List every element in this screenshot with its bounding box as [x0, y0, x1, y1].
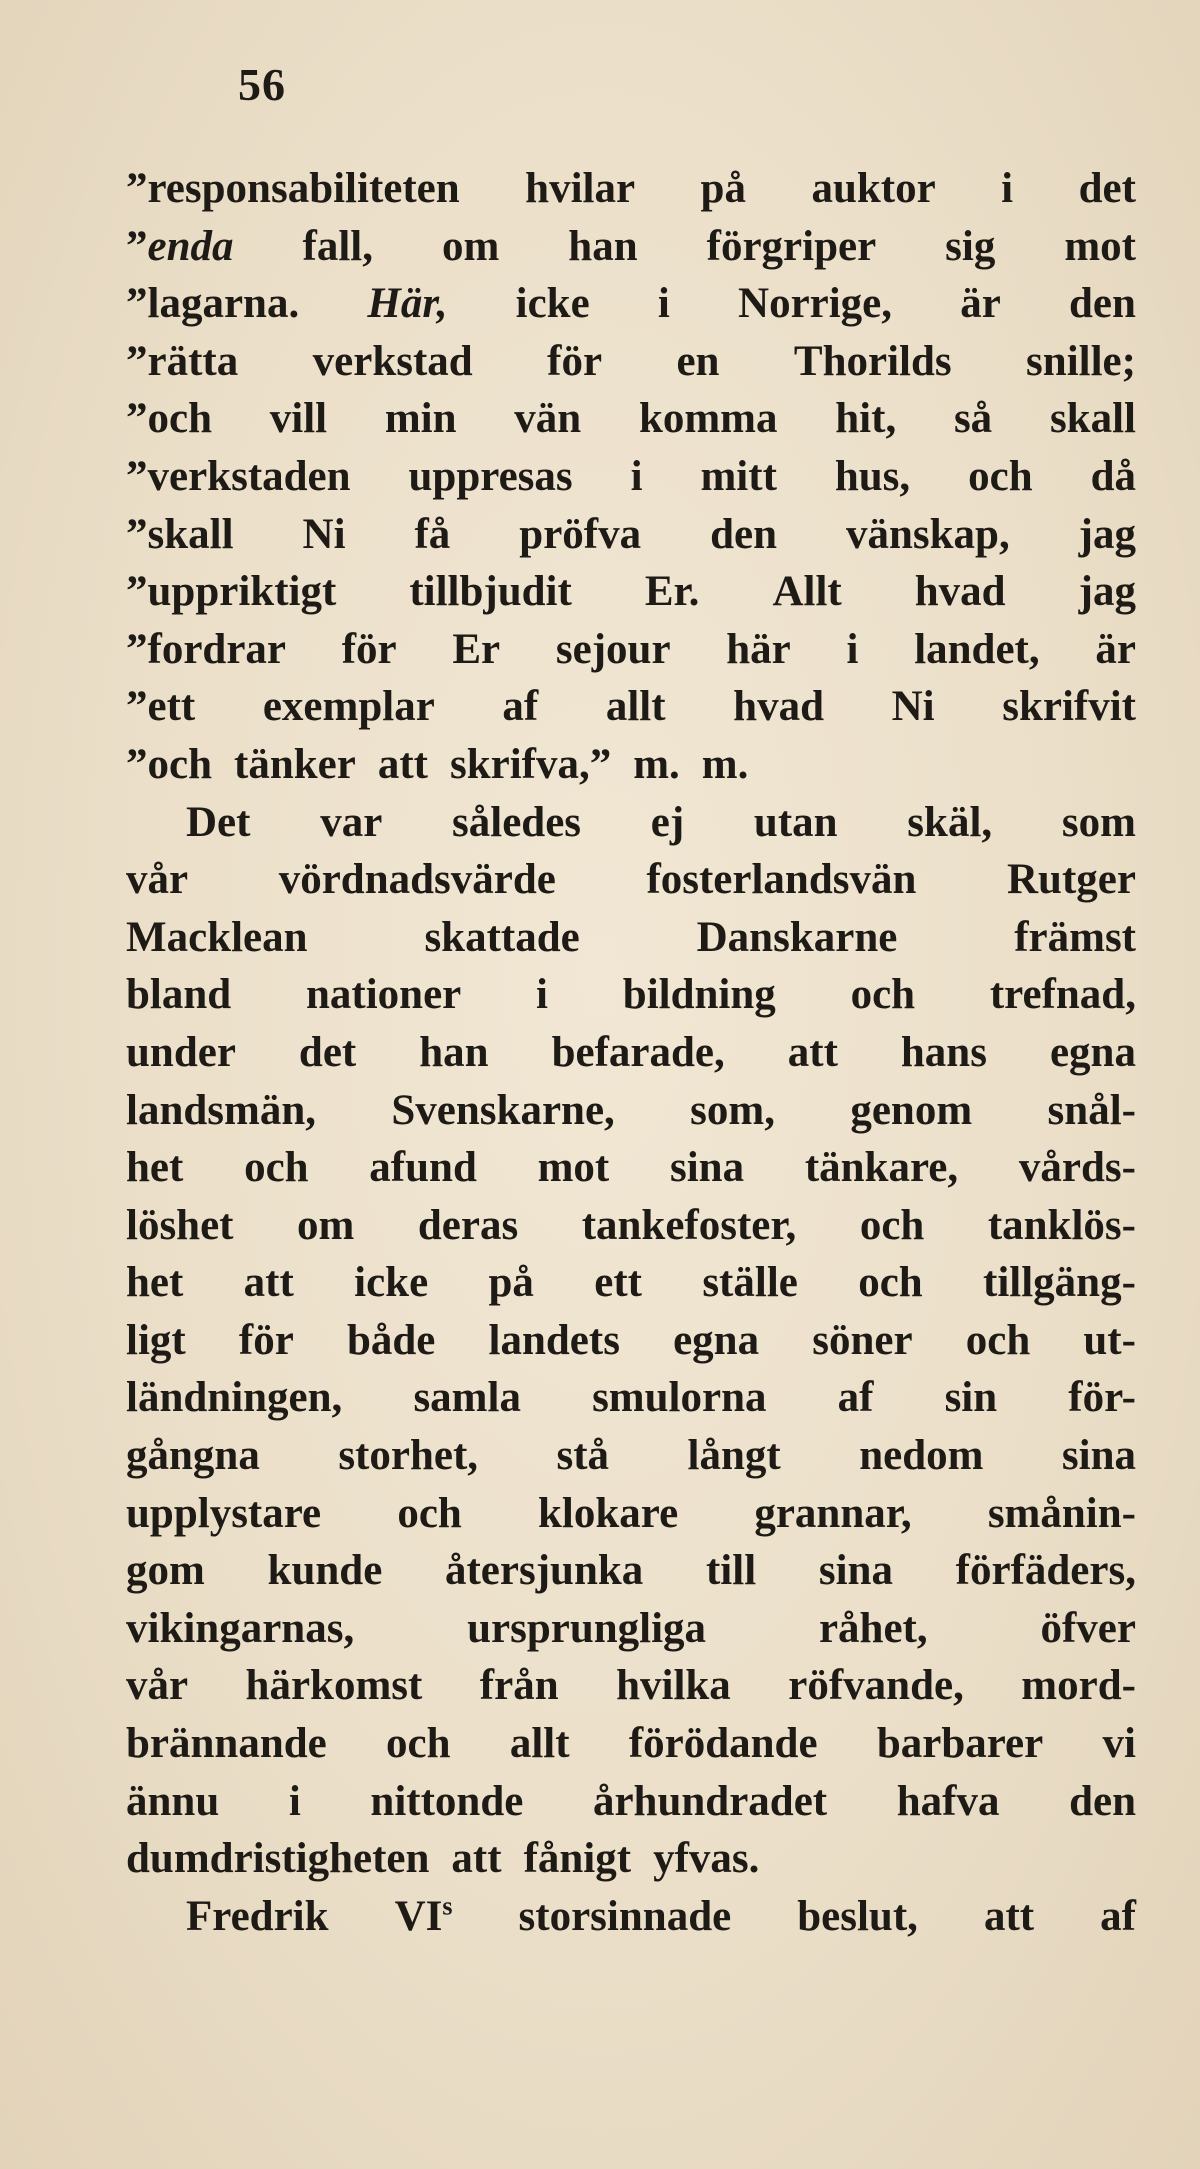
text-line — [126, 1082, 1136, 1140]
page-number: 56 — [238, 59, 286, 110]
word: hit, — [835, 395, 897, 443]
word: skrifvit — [1002, 683, 1136, 731]
word: och — [244, 1144, 309, 1192]
word: snål- — [1047, 1086, 1136, 1134]
word: på — [488, 1259, 534, 1307]
word: Ni — [891, 683, 935, 731]
word: om — [441, 222, 500, 270]
word: att — [377, 740, 428, 788]
word: var — [320, 798, 383, 846]
word: ej — [650, 798, 685, 846]
word: förfäders, — [955, 1547, 1136, 1595]
word: nittonde — [370, 1777, 524, 1825]
word: m. — [701, 740, 749, 788]
word: grannar, — [754, 1489, 912, 1537]
word: och — [965, 1316, 1031, 1364]
italic-word: enda — [147, 222, 234, 270]
word: af — [837, 1374, 874, 1422]
word: tänker — [234, 740, 356, 788]
word: af — [502, 683, 539, 731]
word: snille; — [1026, 337, 1136, 385]
word: återsjunka — [444, 1547, 644, 1595]
word: tanklös- — [987, 1201, 1136, 1249]
word: mot — [537, 1144, 610, 1192]
word: skattade — [424, 913, 580, 961]
word: röfvande, — [788, 1662, 964, 1710]
word: hvilka — [616, 1662, 731, 1710]
word: den — [1069, 280, 1136, 328]
word: vördnadsvärde — [278, 856, 556, 904]
word: han — [568, 222, 638, 270]
text-line — [126, 390, 1136, 448]
word: fosterlandsvän — [646, 856, 917, 904]
word: då — [1090, 452, 1136, 500]
word: afund — [369, 1144, 477, 1192]
word: till — [705, 1547, 757, 1595]
word: Er — [452, 625, 501, 673]
word: trefnad, — [989, 971, 1136, 1019]
word: allt — [605, 683, 666, 731]
text-line — [126, 1369, 1136, 1427]
text-line — [126, 333, 1136, 391]
text-line — [126, 1773, 1136, 1831]
word: ”skall — [126, 510, 234, 558]
word: stå — [556, 1432, 610, 1480]
text-line — [126, 275, 1136, 333]
word: ”och — [126, 740, 212, 788]
word: så — [953, 395, 993, 443]
text-line — [126, 1024, 1136, 1082]
word: få — [414, 510, 451, 558]
word: min — [384, 395, 457, 443]
word: ”ett — [126, 683, 196, 731]
text-line — [126, 1254, 1136, 1312]
word: ligt — [126, 1316, 186, 1364]
word: det — [298, 1028, 357, 1076]
word: från — [479, 1662, 559, 1710]
word: långt — [687, 1432, 781, 1480]
word: ställe — [702, 1259, 798, 1307]
word: brännande — [126, 1720, 327, 1768]
word: jag — [1078, 510, 1136, 558]
word: att — [787, 1028, 838, 1076]
word: hvilar — [525, 165, 636, 212]
word: hafva — [896, 1777, 1000, 1825]
word: pröfva — [519, 510, 642, 558]
word: härkomst — [245, 1662, 423, 1710]
word: främst — [1014, 913, 1136, 961]
word: utan — [753, 798, 838, 846]
word: yfvas. — [653, 1835, 760, 1883]
word: skäl, — [907, 798, 993, 846]
word: ”responsabiliteten — [126, 165, 460, 212]
text-line — [126, 736, 1136, 794]
word: i — [288, 1777, 301, 1825]
word: är — [1095, 625, 1136, 673]
word: storhet, — [338, 1432, 479, 1480]
word: dumdristigheten — [126, 1835, 430, 1883]
word: fånigt — [523, 1835, 632, 1883]
word: vän — [514, 395, 582, 443]
text-line — [126, 1542, 1136, 1600]
word: i — [536, 971, 548, 1019]
word: tillbjudit — [409, 568, 572, 616]
word: egna — [673, 1316, 760, 1364]
word: egna — [1049, 1028, 1136, 1076]
word: Fredrik — [186, 1892, 329, 1940]
word: löshet — [126, 1201, 234, 1249]
word: den — [710, 510, 777, 558]
word: som, — [690, 1086, 775, 1134]
word: i — [630, 452, 643, 500]
word: deras — [417, 1201, 519, 1249]
word: för — [238, 1316, 294, 1364]
text-line — [126, 1888, 1136, 1946]
word: om — [297, 1201, 355, 1249]
word: vänskap, — [845, 510, 1010, 558]
word: komma — [638, 395, 778, 443]
word: sina — [1061, 1432, 1136, 1480]
word: barbarer — [876, 1720, 1044, 1768]
word: och — [859, 1201, 925, 1249]
word: sig — [945, 222, 996, 270]
word: och — [858, 1259, 923, 1307]
word: ”och — [126, 395, 212, 443]
word: skall — [1049, 395, 1136, 443]
word: nedom — [859, 1432, 984, 1480]
word: i — [657, 280, 670, 328]
text-line — [126, 563, 1136, 621]
word: icke — [354, 1259, 429, 1307]
word: under — [126, 1028, 236, 1076]
word: att — [451, 1835, 502, 1883]
word: het — [126, 1144, 184, 1192]
word: sina — [818, 1547, 893, 1595]
word: att — [243, 1259, 294, 1307]
word: den — [1069, 1777, 1136, 1825]
word: bildning — [622, 971, 776, 1019]
word: för — [547, 337, 603, 385]
text-line — [126, 1312, 1136, 1370]
superscript: s — [442, 1891, 453, 1921]
text-line — [126, 1197, 1136, 1255]
word: Det — [186, 798, 251, 846]
text-line — [126, 1485, 1136, 1543]
word: vill — [269, 395, 328, 443]
word: för — [341, 625, 397, 673]
word: vår — [126, 856, 189, 904]
word: förödande — [628, 1720, 818, 1768]
word: råhet, — [818, 1604, 928, 1652]
word: Er. — [644, 568, 700, 616]
word: landets — [488, 1316, 620, 1364]
word: Norrige, — [738, 280, 893, 328]
word: upplystare — [126, 1489, 322, 1537]
word: ”fordrar — [126, 625, 286, 673]
text-line — [126, 1427, 1136, 1485]
text-line — [126, 506, 1136, 564]
word: Thorilds — [793, 337, 952, 385]
word: en — [676, 337, 720, 385]
word: landsmän, — [126, 1086, 316, 1134]
word: som — [1061, 798, 1136, 846]
text-line — [126, 794, 1136, 852]
word: och — [386, 1720, 451, 1768]
word: Rutger — [1007, 856, 1136, 904]
word: för- — [1068, 1374, 1136, 1422]
word: gångna — [126, 1432, 260, 1480]
text-line — [126, 160, 1136, 218]
word: Danskarne — [696, 913, 898, 961]
word: hus, — [834, 452, 911, 500]
word: hans — [900, 1028, 987, 1076]
word: klokare — [537, 1489, 679, 1537]
word: vikingarnas, — [126, 1604, 355, 1652]
text-line — [126, 1600, 1136, 1658]
word: smånin- — [987, 1489, 1136, 1537]
word: ännu — [126, 1777, 220, 1825]
word: Svenskarne, — [391, 1086, 615, 1134]
word: århundradet — [592, 1777, 828, 1825]
word: befarade, — [551, 1028, 725, 1076]
word: landet, — [914, 625, 1040, 673]
word: $VI^s$ — [394, 1891, 453, 1940]
word: allt — [509, 1720, 570, 1768]
word: ut- — [1083, 1316, 1136, 1364]
text-line — [126, 909, 1136, 967]
word: tillgäng- — [983, 1259, 1136, 1307]
word: ett — [594, 1259, 642, 1307]
word: Här, — [367, 280, 448, 328]
word: i — [846, 625, 859, 673]
word: auktor — [811, 165, 936, 212]
word: således — [452, 798, 582, 846]
word: mot — [1064, 222, 1136, 270]
word: vår — [126, 1662, 189, 1710]
text-line — [126, 448, 1136, 506]
word: tänkare, — [804, 1144, 959, 1192]
word: ursprungliga — [467, 1604, 707, 1652]
word: hvad — [733, 683, 824, 731]
word: ”enda — [126, 222, 234, 270]
text-line — [126, 678, 1136, 736]
word: både — [346, 1316, 436, 1364]
word: vårds- — [1018, 1144, 1136, 1192]
word: tankefoster, — [581, 1201, 797, 1249]
word: m. — [633, 740, 680, 788]
word: det — [1078, 165, 1136, 212]
word: ländningen, — [126, 1374, 343, 1422]
word: jag — [1078, 568, 1136, 616]
word: i — [1001, 165, 1014, 212]
text-line — [126, 218, 1136, 276]
word: bland — [126, 971, 232, 1019]
word: på — [700, 165, 746, 212]
word: mitt — [700, 452, 777, 500]
text-line — [126, 1657, 1136, 1715]
word: vi — [1102, 1720, 1136, 1768]
word: icke — [515, 280, 590, 328]
word: Macklean — [126, 913, 308, 961]
word: skrifva,” — [449, 740, 612, 788]
word: ”verkstaden — [126, 452, 351, 500]
word: kunde — [267, 1547, 383, 1595]
word: het — [126, 1259, 184, 1307]
word: och — [968, 452, 1033, 500]
word: ”rätta — [126, 337, 239, 385]
word: Allt — [772, 568, 842, 616]
word: ”uppriktigt — [126, 568, 337, 616]
word: fall, — [302, 222, 373, 270]
word: nationer — [305, 971, 462, 1019]
word: storsinnade — [518, 1892, 732, 1940]
word: han — [419, 1028, 489, 1076]
word: uppresas — [408, 452, 573, 500]
word: är — [960, 280, 1001, 328]
word: söner — [812, 1316, 913, 1364]
word: sejour — [555, 625, 671, 673]
word: hvad — [914, 568, 1006, 616]
word: smulorna — [592, 1374, 767, 1422]
text-line — [126, 851, 1136, 909]
text-line — [126, 621, 1136, 679]
text-line — [126, 1830, 1136, 1888]
word: genom — [850, 1086, 973, 1134]
word: verkstad — [312, 337, 473, 385]
word: af — [1100, 1892, 1136, 1940]
word: öfver — [1040, 1604, 1136, 1652]
word: förgriper — [706, 222, 877, 270]
word: sin — [944, 1374, 998, 1422]
word: mord- — [1021, 1662, 1136, 1710]
word: sina — [669, 1144, 745, 1192]
word: ”lagarna. — [126, 280, 300, 328]
word: att — [983, 1892, 1035, 1940]
word: beslut, — [797, 1892, 918, 1940]
word: exemplar — [262, 683, 435, 731]
text-line — [126, 966, 1136, 1024]
word: och — [850, 971, 916, 1019]
text-line — [126, 1715, 1136, 1773]
word: här — [726, 625, 791, 673]
word: samla — [413, 1374, 521, 1422]
word: Ni — [302, 510, 346, 558]
body-text — [126, 160, 1136, 1945]
word: och — [397, 1489, 462, 1537]
text-line — [126, 1139, 1136, 1197]
word: gom — [126, 1547, 205, 1595]
